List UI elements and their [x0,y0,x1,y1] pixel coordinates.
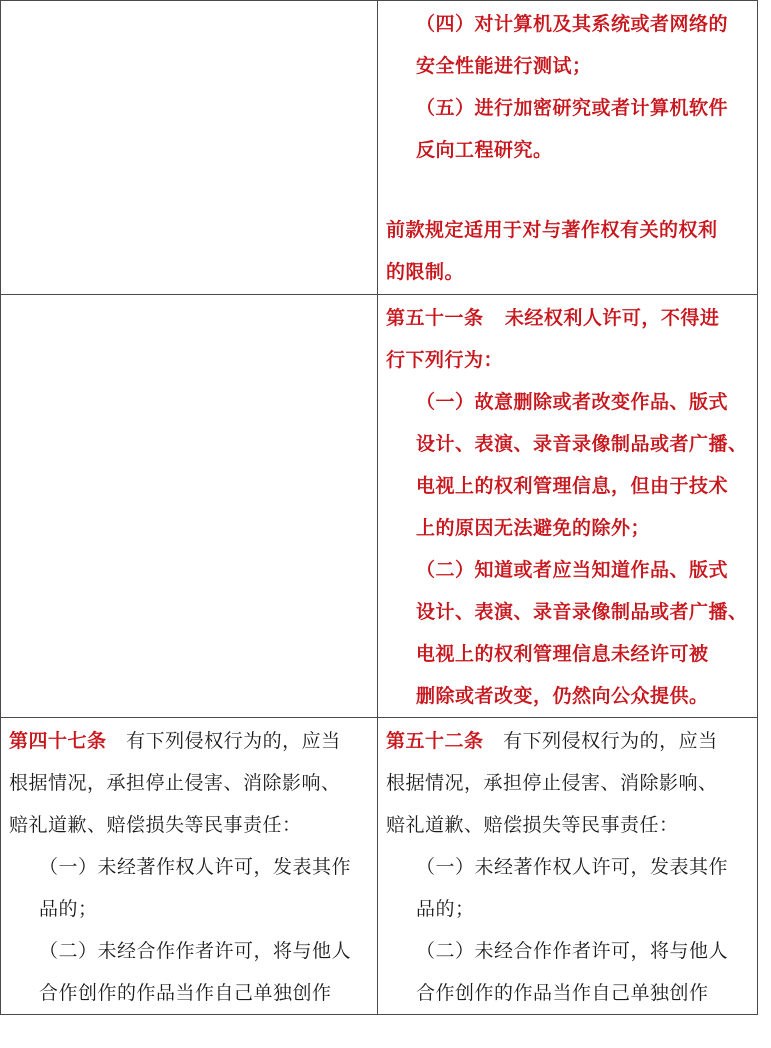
article47-item-1-line-1: （一）未经著作权人许可，发表其作 [39,856,352,878]
article51-item-1-line-4: 上的原因无法避免的除外； [416,517,651,539]
article52-title: 第五十二条 [386,730,484,752]
article51-item-2-line-1: （二）知道或者应当知道作品、版式 [416,559,729,581]
left-cell-article47 [1,718,378,1015]
right-cell-article52 [378,718,758,1015]
table-row-3 [1,718,758,1015]
right-cell-article50-continued [378,1,758,295]
left-cell-empty-1 [1,1,378,295]
article52-heading-line-1 [386,720,749,762]
article51-item-2-line-4: 删除或者改变，仍然向公众提供。 [416,685,709,707]
article51-item-1-line-1: （一）故意删除或者改变作品、版式 [416,391,729,413]
item-4-line-2: 安全性能进行测试； [416,55,592,77]
article52-item-2-line-2: 合作创作的作品当作自己单独创作 [416,982,709,1004]
article52-item-1-line-2: 品的； [416,898,475,920]
article51-item-2-line-3: 电视上的权利管理信息未经许可被 [416,643,709,665]
article47-heading-line-2: 根据情况，承担停止侵害、消除影响、 [9,772,341,794]
item-4-line-1: （四）对计算机及其系统或者网络的 [416,13,729,35]
note-line-2: 的限制。 [386,261,465,283]
article47-item-2-line-1: （二）未经合作作者许可，将与他人 [39,940,352,962]
article47-heading-line-3: 赔礼道歉、赔偿损失等民事责任： [9,814,302,836]
note-line-1: 前款规定适用于对与著作权有关的权利 [386,219,718,241]
article51-head-text: 未经权利人许可，不得进 [504,307,720,329]
article51-heading-line-2: 行下列行为： [386,349,504,371]
article47-item-1-line-2: 品的； [39,898,98,920]
article51-title: 第五十一条 [386,307,484,329]
article52-item-1-line-1: （一）未经著作权人许可，发表其作 [416,856,729,878]
article52-head-text: 有下列侵权行为的，应当 [503,730,718,752]
article47-item-2-line-2: 合作创作的作品当作自己单独创作 [39,982,332,1004]
article47-title: 第四十七条 [9,730,107,752]
article52-item-2-line-1: （二）未经合作作者许可，将与他人 [416,940,729,962]
right-cell-article51 [378,295,758,718]
article51-item-1-line-2: 设计、表演、录音录像制品或者广播、 [416,433,748,455]
left-cell-empty-2 [1,295,378,718]
article47-head-text: 有下列侵权行为的，应当 [126,730,341,752]
article52-heading-line-2: 根据情况，承担停止侵害、消除影响、 [386,772,718,794]
article47-heading-line-1 [9,720,369,762]
article52-heading-line-3: 赔礼道歉、赔偿损失等民事责任： [386,814,679,836]
article51-heading-line-1 [386,297,749,339]
table-row-2 [1,295,758,718]
item-5-line-1: （五）进行加密研究或者计算机软件 [416,97,729,119]
article51-item-1-line-3: 电视上的权利管理信息，但由于技术 [416,475,729,497]
article51-item-2-line-2: 设计、表演、录音录像制品或者广播、 [416,601,748,623]
table-row-1 [1,1,758,295]
item-5-line-2: 反向工程研究。 [416,139,553,161]
